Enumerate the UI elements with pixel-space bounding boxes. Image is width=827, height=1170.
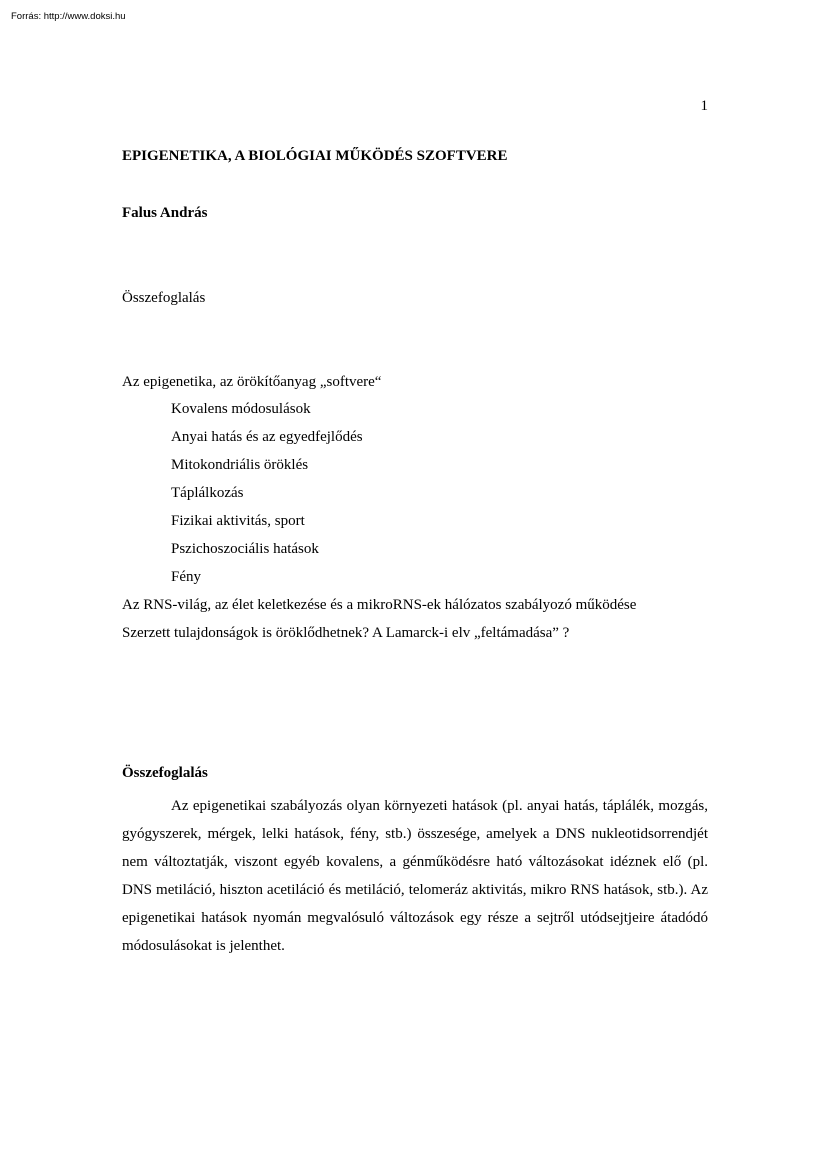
toc-line-rns: Az RNS-világ, az élet keletkezése és a mikroRNS-ek hálózatos szabályozó működése [122,597,637,613]
toc-line-lamarck: Szerzett tulajdonságok is öröklődhetnek? A Lamarck-i elv „feltámadása” ? [122,625,570,641]
author-name: Falus András [122,205,208,221]
toc-intro: Az epigenetika, az örökítőanyag „softvere“ [122,374,382,390]
toc-item: Fizikai aktivitás, sport [171,513,305,529]
document-title: EPIGENETIKA, A BIOLÓGIAI MŰKÖDÉS SZOFTVERE [122,148,508,164]
toc-item: Kovalens módosulások [171,401,311,417]
page-number: 1 [700,98,708,114]
toc-item: Anyai hatás és az egyedfejlődés [171,429,363,445]
summary-label: Összefoglalás [122,290,206,306]
toc-item: Mitokondriális öröklés [171,457,309,473]
toc-item: Táplálkozás [171,485,244,501]
toc-list [171,400,363,596]
toc-item: Fény [171,569,201,585]
source-url-line: Forrás: http://www.doksi.hu [11,11,126,22]
toc-item: Pszichoszociális hatások [171,541,319,557]
section-heading: Összefoglalás [122,765,208,781]
summary-paragraph: Az epigenetikai szabályozás olyan környezeti hatások (pl. anyai hatás, táplálék, mozgás, gyógyszerek, mérgek, lelki hatások, fény, stb.) összesége, amelyek a DNS nukleotidsorrendjét nem változtatják, viszont egyéb kovalens, a génműködésre ható változásokat idéznek elő (pl. DNS metiláció, hiszton acetiláció és metiláció, telomeráz aktivitás, mikro RNS hatások, stb.). Az epigenetikai hatások nyomán megvalósuló változások egy része a sejtről utódsejtjeire átadódó módosulásokat is jelenthet. [122,798,708,954]
